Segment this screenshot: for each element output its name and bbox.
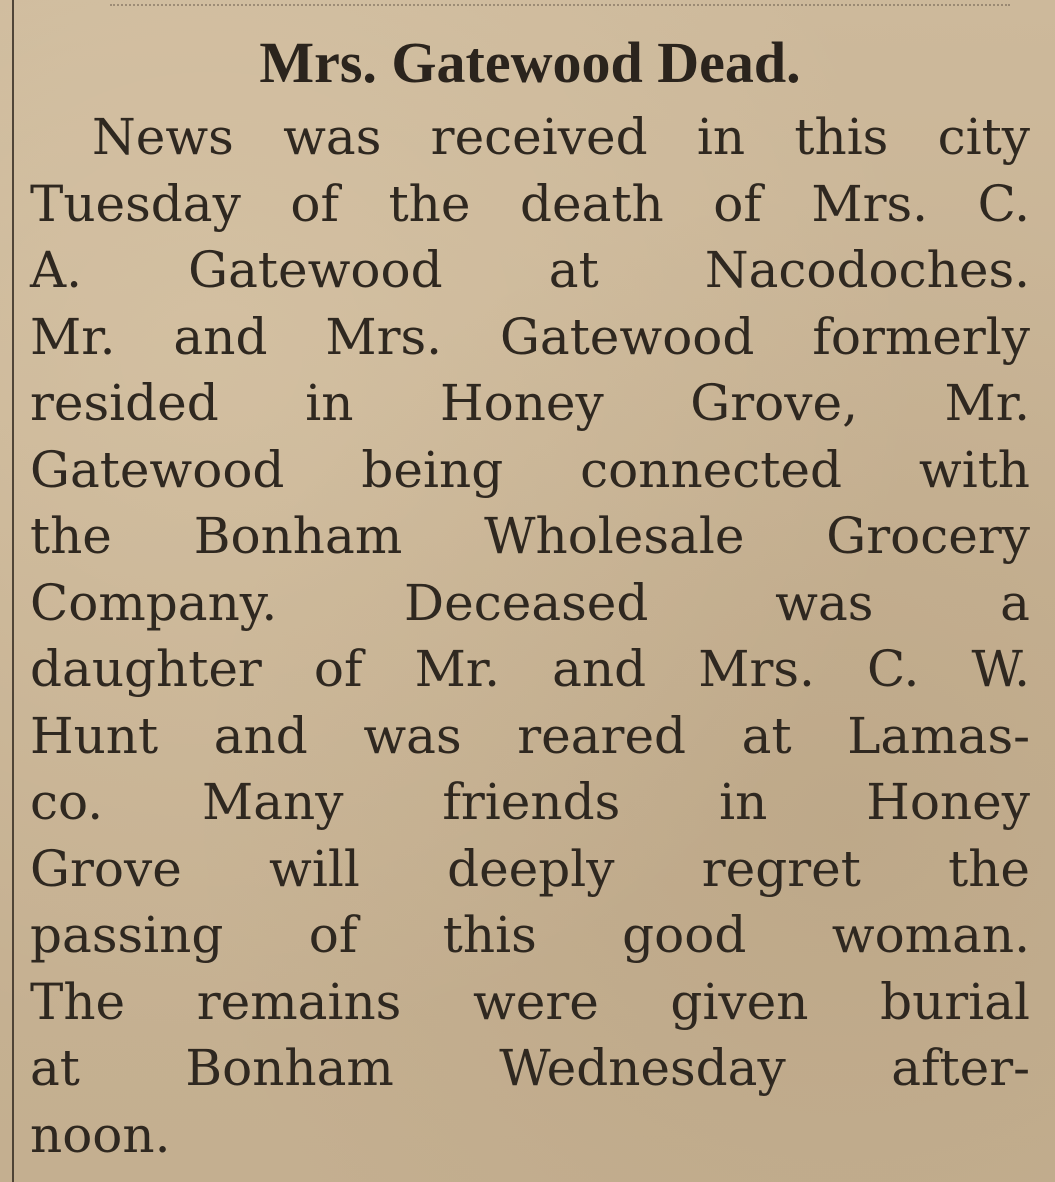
top-edge-dotted-rule	[110, 4, 1010, 8]
body-line: co. Many friends in Honey	[30, 773, 1030, 831]
body-line: Tuesday of the death of Mrs. C.	[30, 174, 1030, 233]
body-line: Grove will deeply regret the	[30, 839, 1030, 898]
headline: Mrs. Gatewood Dead.	[259, 30, 801, 95]
body-line: passing of this good woman.	[30, 906, 1030, 964]
obituary-article	[30, 22, 1030, 1168]
body-line: Mr. and Mrs. Gatewood formerly	[30, 307, 1030, 366]
body-line: the Bonham Wholesale Grocery	[30, 507, 1030, 565]
body-line: News was received in this city	[92, 108, 1030, 166]
body-line: at Bonham Wednesday after-	[30, 1039, 1030, 1097]
body-line: noon.	[30, 1105, 171, 1164]
body-line: Company. Deceased was a	[30, 573, 1030, 632]
body-line: Gatewood being connected with	[30, 440, 1030, 499]
body-line: resided in Honey Grove, Mr.	[30, 374, 1030, 432]
body-line: A. Gatewood at Nacodoches.	[30, 241, 1030, 299]
body-line: daughter of Mr. and Mrs. C. W.	[30, 640, 1030, 698]
body-line: Hunt and was reared at Lamas-	[30, 706, 1030, 765]
body-line: The remains were given burial	[30, 972, 1030, 1031]
column-rule	[12, 0, 14, 1182]
